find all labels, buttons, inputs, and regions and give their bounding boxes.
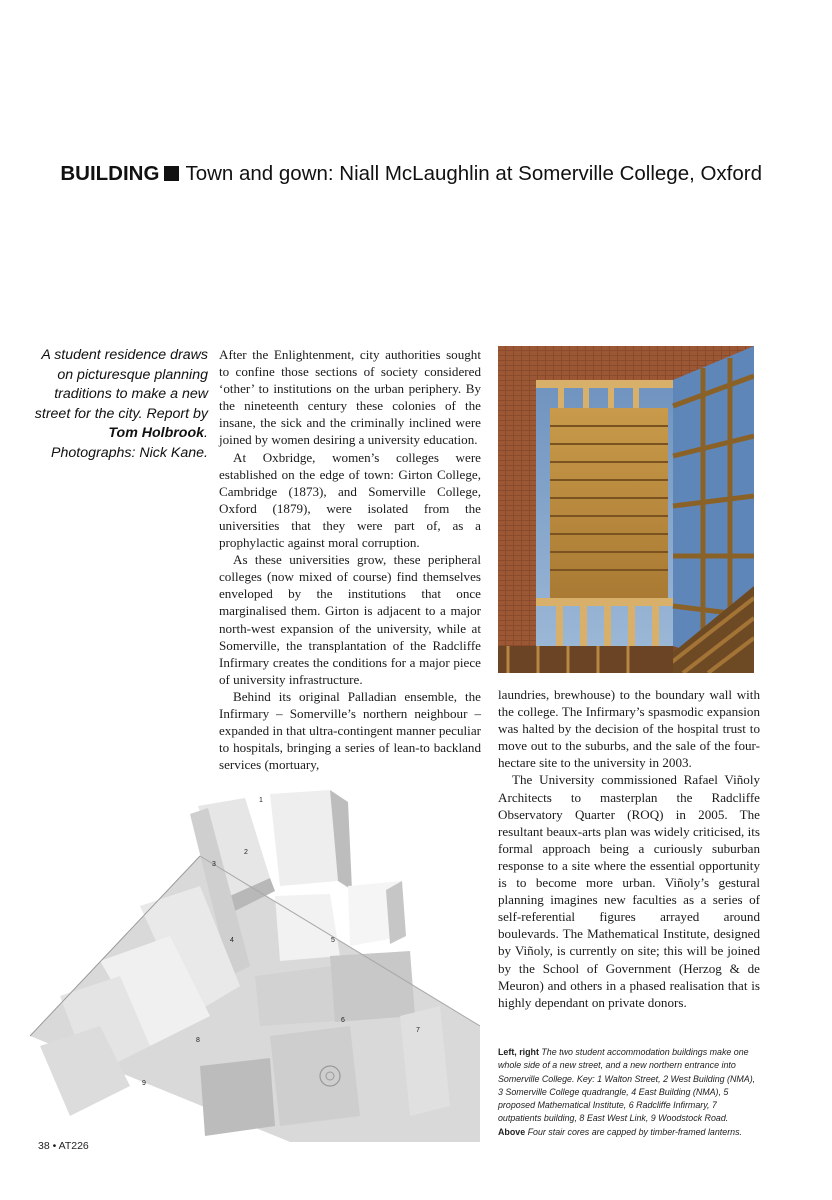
standfirst-intro: A student residence draws on picturesque planning traditions to make a new street for the city. Report by	[34, 347, 208, 422]
body-paragraph-2: At Oxbridge, women’s colleges were established on the edge of town: Girton College, Cambridge (1873), and Somerville College, Oxford (1879), were isolated from the universities that they were part of, as a prophylactic against moral corruption.	[219, 449, 481, 551]
standfirst	[30, 346, 208, 463]
section-label: BUILDING	[60, 162, 160, 185]
caption-above-label: Above	[498, 1126, 526, 1137]
model-label-5: 5	[331, 937, 335, 944]
body-column-left	[219, 346, 481, 773]
body-paragraph-4-continued: laundries, brewhouse) to the boundary wall with the college. The Infirmary’s spasmodic expansion was halted by the decision of the hospital trust to move out to the suburbs, and the sale of the four-hectare site to the university in 2003.	[498, 687, 760, 771]
model-label-7: 7	[416, 1027, 420, 1034]
model-label-1: 1	[259, 797, 263, 804]
caption-above-text: Four stair cores are capped by timber-framed lanterns.	[527, 1126, 743, 1137]
photo-caption	[498, 1046, 760, 1139]
caption-left-right-label: Left, right	[498, 1047, 539, 1057]
body-paragraph-1: After the Enlightenment, city authorities sought to confine those sections of society considered ‘other’ to institutions on the urban periphery. By the nineteenth century these colonies of the insane, the sick and the criminally inclined were joined by women desiring a university education.	[219, 347, 481, 448]
body-column-right	[498, 686, 760, 1011]
article-title: Town and gown: Niall McLaughlin at Somerville College, Oxford	[185, 162, 762, 185]
header-square-bullet	[164, 166, 179, 181]
body-paragraph-4-start: Behind its original Palladian ensemble, the Infirmary – Somerville’s northern neighbour – expanded in that ultra-contingent manner peculiar to hospitals, bringing a series of lean-to backland services (mortuary,	[219, 688, 481, 773]
body-paragraph-5: The University commissioned Rafael Viñoly Architects to masterplan the Radcliffe Observatory Quarter (ROQ) in 2005. The resultant beaux-arts plan was widely criticised, its formal approach being a curiously suburban response to a site where the essential opportunity is to become more urban. Viñoly’s gestural planning imagines new faculties as a series of self-referential figures arrayed around boulevards. The Mathematical Institute, designed by Viñoly, is currently on site; this will be joined by the School of Government (Herzog & de Meuron) and others in a phased realisation that is highly dependant on private donors.	[498, 772, 760, 1010]
caption-left-right-text: The two student accommodation buildings make one whole side of a new street, and a new northern entrance into Somerville College. Key: 1 Walton Street, 2 West Building (NMA), 3 Somerville College quadrangle, 4 East Building (NMA), 5 proposed Mathematical Institute, 6 Radcliffe Infirmary, 7 outpatients building, 8 East West Link, 9 Woodstock Road.	[498, 1047, 756, 1124]
model-label-9: 9	[142, 1080, 146, 1087]
model-label-6: 6	[341, 1017, 345, 1024]
model-label-3: 3	[212, 861, 216, 868]
page-folio: 38 • AT226	[38, 1140, 89, 1152]
standfirst-photo-credit: . Photographs: Nick Kane.	[51, 425, 208, 461]
body-paragraph-3: As these universities grow, these peripheral colleges (now mixed of course) find themselves enveloped by the institutions that once marginalised them. Girton is adjacent to a major north-west expansion of the university, while at Somerville, the transplantation of the Radcliffe Infirmary creates the conditions for a major piece of university infrastructure.	[219, 552, 481, 687]
site-model-photo	[30, 786, 480, 1142]
page-header	[0, 162, 762, 186]
model-label-4: 4	[230, 937, 234, 944]
stair-lantern-photo	[498, 346, 754, 673]
standfirst-author: Tom Holbrook	[108, 425, 205, 441]
model-label-2: 2	[244, 849, 248, 856]
model-label-8: 8	[196, 1037, 200, 1044]
